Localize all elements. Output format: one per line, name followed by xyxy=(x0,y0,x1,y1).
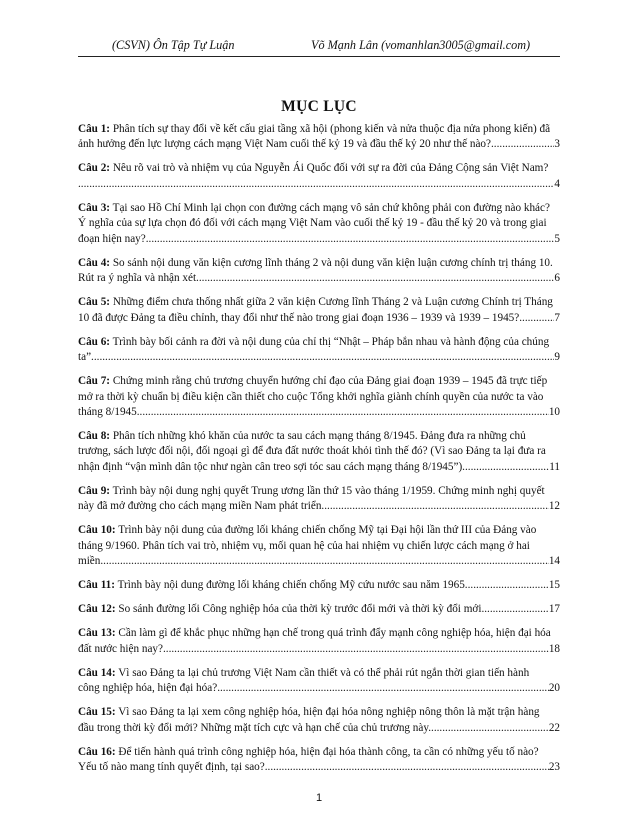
toc-entry-text xyxy=(78,681,217,696)
question-text: Vì sao Đảng ta lại xem công nghiệp hóa, hiện đại hóa nông nghiệp nông thôn là mặt trận hàng xyxy=(118,706,540,719)
toc-entry-line xyxy=(78,216,560,231)
dot-leader xyxy=(199,271,555,286)
toc-entry-line xyxy=(78,523,560,538)
question-text: đoạn hiện nay? xyxy=(78,232,146,245)
question-text: này đã mở đường cho cách mạng miền Nam phát triển. xyxy=(78,500,325,513)
toc-entry-line xyxy=(78,295,560,310)
toc-entry-text xyxy=(78,721,431,736)
toc-entry[interactable] xyxy=(78,626,560,657)
toc-entry-text xyxy=(78,524,536,536)
toc-page-number: 23 xyxy=(548,761,560,774)
question-text: Phân tích sự thay đổi về kết cấu giai tầng xã hội (phong kiến và nửa thuộc địa nửa phong kiến) đã xyxy=(112,123,551,135)
toc-entry-text xyxy=(78,554,103,569)
toc-entry-line xyxy=(78,177,560,192)
toc-entry-line xyxy=(78,271,560,286)
question-text: ta” xyxy=(78,351,92,364)
question-text: So sánh nội dung văn kiện cương lĩnh tháng 2 và nội dung văn kiện luận cương chính trị tháng 10. xyxy=(112,256,553,269)
question-text: So sánh đường lối Công nghiệp hóa của thời kỳ trước đổi mới và thời kỳ đổi mới xyxy=(118,603,482,616)
toc-entry-text xyxy=(78,296,553,308)
toc-entry-line xyxy=(78,311,560,326)
question-label: Câu 4: xyxy=(78,256,111,269)
question-label: Câu 3: xyxy=(78,201,111,214)
toc-entry-line xyxy=(78,460,560,475)
question-text: Yếu tố nào mang tính quyết định, tại sao? xyxy=(78,761,265,774)
toc-entry-line xyxy=(78,374,560,389)
question-text: Trình bày nội dung nghị quyết Trung ương lần thứ 15 vào tháng 1/1959. Chứng minh nghị quyết xyxy=(112,484,545,497)
toc-entry-line xyxy=(78,122,560,137)
toc-entry-line xyxy=(78,232,560,247)
toc-entry-text xyxy=(78,760,265,775)
toc-entry-text xyxy=(78,499,324,514)
toc-entry-text xyxy=(78,602,481,617)
toc-entry-text xyxy=(78,350,91,365)
dot-leader xyxy=(146,232,555,247)
question-label: Câu 2: xyxy=(78,162,111,175)
toc-entry-text xyxy=(78,405,140,420)
toc-entry[interactable] xyxy=(78,484,560,515)
question-label: Câu 14: xyxy=(78,666,116,679)
toc-entry[interactable] xyxy=(78,602,560,617)
toc-entry-line xyxy=(78,602,560,617)
dot-leader xyxy=(140,405,549,420)
toc-entry-text xyxy=(78,706,540,718)
question-label: Câu 5: xyxy=(78,296,111,309)
toc-page-number: 6 xyxy=(554,272,560,285)
toc-entry-text xyxy=(78,257,553,269)
question-text: mở ra thời kỳ chuẩn bị điều kiện cần thiết cho cuộc Tổng khởi nghĩa giành chính quyền của nước ta vào xyxy=(78,390,544,403)
toc-entry-text xyxy=(78,627,551,639)
dot-leader xyxy=(519,311,554,326)
toc-page-number: 22 xyxy=(548,721,560,734)
toc-page-number: 14 xyxy=(548,554,560,567)
toc-entry[interactable] xyxy=(78,523,560,569)
dot-leader xyxy=(465,460,549,475)
toc-entry-line xyxy=(78,405,560,420)
toc-page-number: 10 xyxy=(548,405,560,418)
question-text: Nêu rõ vai trò và nhiệm vụ của Nguyễn Ái Quốc đối với sự ra đời của Đảng Cộng sản Việt Nam? xyxy=(112,162,549,175)
question-text: Cần làm gì để khắc phục những hạn chế trong quá trình đẩy mạnh công nghiệp hóa, hiện đại hóa xyxy=(118,627,551,640)
table-of-contents xyxy=(78,122,560,775)
toc-entry-text xyxy=(78,485,545,497)
question-text: Vì sao Đảng ta lại chủ trương Việt Nam cần thiết và có thể phải rút ngắn thời gian tiến hành xyxy=(118,666,530,679)
toc-entry[interactable] xyxy=(78,745,560,776)
question-text: đầu trong thời kỳ đổi mới? Những mặt tích cực và hạn chế của chủ trương này. xyxy=(78,721,432,734)
toc-entry[interactable] xyxy=(78,295,560,326)
toc-entry[interactable] xyxy=(78,666,560,697)
question-label: Câu 10: xyxy=(78,524,116,537)
toc-entry-line xyxy=(78,642,560,657)
question-text: đất nước hiện nay? xyxy=(78,642,163,655)
toc-entry-text xyxy=(78,311,519,326)
question-text: Những điểm chưa thống nhất giữa 2 văn kiện Cương lĩnh Tháng 2 và Luận cương Chính trị Tháng xyxy=(112,296,553,309)
dot-leader xyxy=(217,681,549,696)
question-text: ảnh hưởng đến lực lượng cách mạng Việt Nam cuối thế kỷ 19 và đầu thế kỷ 20 như thế nào? xyxy=(78,138,491,151)
toc-entry-line xyxy=(78,137,560,152)
dot-leader xyxy=(324,499,549,514)
toc-page-number: 11 xyxy=(549,460,560,473)
header-right-text: Võ Mạnh Lân (vomanhlan3005@gmail.com) xyxy=(311,38,531,52)
toc-entry-text xyxy=(78,667,529,679)
question-text: miền. xyxy=(78,554,104,567)
toc-page-number: 18 xyxy=(548,642,560,655)
toc-entry-text xyxy=(78,123,550,135)
question-label: Câu 15: xyxy=(78,706,116,719)
question-text: tháng 8/1945. xyxy=(78,405,140,418)
question-text: Chứng minh rằng chủ trương chuyển hướng chỉ đạo của Đảng giai đoạn 1939 – 1945 đã trực tiếp xyxy=(112,375,548,388)
toc-entry-line xyxy=(78,201,560,216)
question-label: Câu 13: xyxy=(78,627,116,640)
question-text: công nghiệp hóa, hiện đại hóa? xyxy=(78,682,218,695)
question-label: Câu 6: xyxy=(78,335,111,348)
dot-leader xyxy=(431,721,549,736)
toc-page-number: 15 xyxy=(548,579,560,592)
toc-entry-text xyxy=(78,540,530,552)
toc-entry[interactable] xyxy=(78,256,560,287)
toc-entry-line xyxy=(78,256,560,271)
question-label: Câu 8: xyxy=(78,429,111,442)
question-label: Câu 12: xyxy=(78,603,116,616)
toc-entry-line xyxy=(78,335,560,350)
toc-page-number: 9 xyxy=(554,351,560,364)
toc-entry-text xyxy=(78,642,163,657)
dot-leader xyxy=(103,554,549,569)
question-text: Trình bày bối cảnh ra đời và nội dung của chỉ thị “Nhật – Pháp bắn nhau và hành động của chúng xyxy=(112,335,550,348)
question-label: Câu 16: xyxy=(78,745,116,758)
toc-entry[interactable] xyxy=(78,578,560,593)
toc-entry-text xyxy=(78,746,539,758)
toc-entry-line xyxy=(78,539,560,554)
toc-entry-line xyxy=(78,484,560,499)
toc-entry-line xyxy=(78,745,560,760)
question-label: Câu 9: xyxy=(78,484,111,497)
toc-entry-text xyxy=(78,578,468,593)
toc-entry-line xyxy=(78,554,560,569)
toc-entry-line xyxy=(78,578,560,593)
toc-entry[interactable] xyxy=(78,161,560,192)
dot-leader xyxy=(91,350,554,365)
dot-leader xyxy=(491,137,554,152)
page-number: 1 xyxy=(315,792,323,804)
toc-entry-line xyxy=(78,681,560,696)
toc-page-number: 17 xyxy=(548,603,560,616)
toc-entry-text xyxy=(78,445,546,457)
question-text: Trình bày nội dung đường lối kháng chiến chống Mỹ cứu nước sau năm 1965. xyxy=(117,579,468,592)
toc-entry-text xyxy=(78,336,549,348)
toc-entry-line xyxy=(78,705,560,720)
toc-entry-line xyxy=(78,760,560,775)
toc-entry-text xyxy=(78,430,526,442)
toc-page-number: 7 xyxy=(554,311,560,324)
page-header xyxy=(78,34,560,57)
toc-entry-line xyxy=(78,390,560,405)
dot-leader xyxy=(78,177,554,192)
toc-entry[interactable] xyxy=(78,429,560,475)
toc-entry[interactable] xyxy=(78,335,560,366)
toc-entry-text xyxy=(78,137,491,152)
toc-entry-line xyxy=(78,499,560,514)
header-left-text: (CSVN) Ôn Tập Tự Luận xyxy=(112,38,235,52)
dot-leader xyxy=(163,642,549,657)
toc-entry-line xyxy=(78,721,560,736)
toc-entry[interactable] xyxy=(78,201,560,247)
toc-entry-text xyxy=(78,217,547,229)
question-text: Tại sao Hồ Chí Minh lại chọn con đường cách mạng vô sản chứ không phải con đường nào khác? xyxy=(112,201,550,214)
toc-entry-line xyxy=(78,626,560,641)
toc-page-number: 20 xyxy=(548,682,560,695)
question-label: Câu 1: xyxy=(78,123,111,135)
toc-entry[interactable] xyxy=(78,705,560,736)
question-text: trương, sách lược đối nội, đối ngoại gì để đưa đất nước thoát khỏi tình thế đó? (Vì sao Đảng ta lại đưa ra xyxy=(78,445,546,458)
toc-entry-text xyxy=(78,202,550,214)
toc-title: MỤC LỤC xyxy=(281,98,357,115)
toc-entry-line xyxy=(78,666,560,681)
question-text: Ý nghĩa của sự lựa chọn đó đối với cách mạng Việt Nam vào cuối thế kỷ 19 - đầu thế kỷ 20 và trong giai xyxy=(78,217,547,230)
question-text: Để tiến hành quá trình công nghiệp hóa, hiện đại hóa thành công, ta cần có những yếu tố nào? xyxy=(118,745,539,758)
question-text: Trình bày nội dung của đường lối kháng chiến chống Mỹ tại Đại hội lần thứ III của Đảng vào xyxy=(118,524,537,537)
question-text: tháng 9/1960. Phân tích vai trò, nhiệm vụ, mối quan hệ của hai nhiệm vụ chiến lược cách mạng ở hai xyxy=(78,539,530,552)
dot-leader xyxy=(265,760,549,775)
toc-entry-line xyxy=(78,350,560,365)
question-label: Câu 7: xyxy=(78,375,111,388)
question-text: nhận định “vận mình dân tộc như ngàn cân treo sợi tóc sau cách mạng tháng 8/1945”). xyxy=(78,460,465,473)
toc-entry-text xyxy=(78,375,547,387)
toc-page-number: 4 xyxy=(554,177,560,190)
toc-entry[interactable] xyxy=(78,374,560,420)
toc-entry-text xyxy=(78,162,548,174)
dot-leader xyxy=(468,578,549,593)
question-text: Phân tích những khó khăn của nước ta sau cách mạng tháng 8/1945. Đảng đưa ra những chủ xyxy=(112,429,526,442)
toc-page-number: 5 xyxy=(554,232,560,245)
dot-leader xyxy=(481,602,548,617)
question-text: 10 đã được Đảng ta điều chỉnh, thay đổi như thế nào trong giai đoạn 1936 – 1939 và 1939 – 1945? xyxy=(78,311,520,324)
toc-entry-line xyxy=(78,161,560,176)
toc-entry-line xyxy=(78,429,560,444)
question-label: Câu 11: xyxy=(78,579,115,592)
toc-entry-text xyxy=(78,232,146,247)
toc-entry-line xyxy=(78,444,560,459)
toc-entry-text xyxy=(78,391,543,403)
toc-page-number: 12 xyxy=(548,500,560,513)
toc-entry-text xyxy=(78,271,199,286)
toc-entry[interactable] xyxy=(78,122,560,153)
toc-page-number: 3 xyxy=(554,138,560,151)
toc-entry-text xyxy=(78,460,465,475)
question-text: Rút ra ý nghĩa và nhận xét. xyxy=(78,272,199,285)
